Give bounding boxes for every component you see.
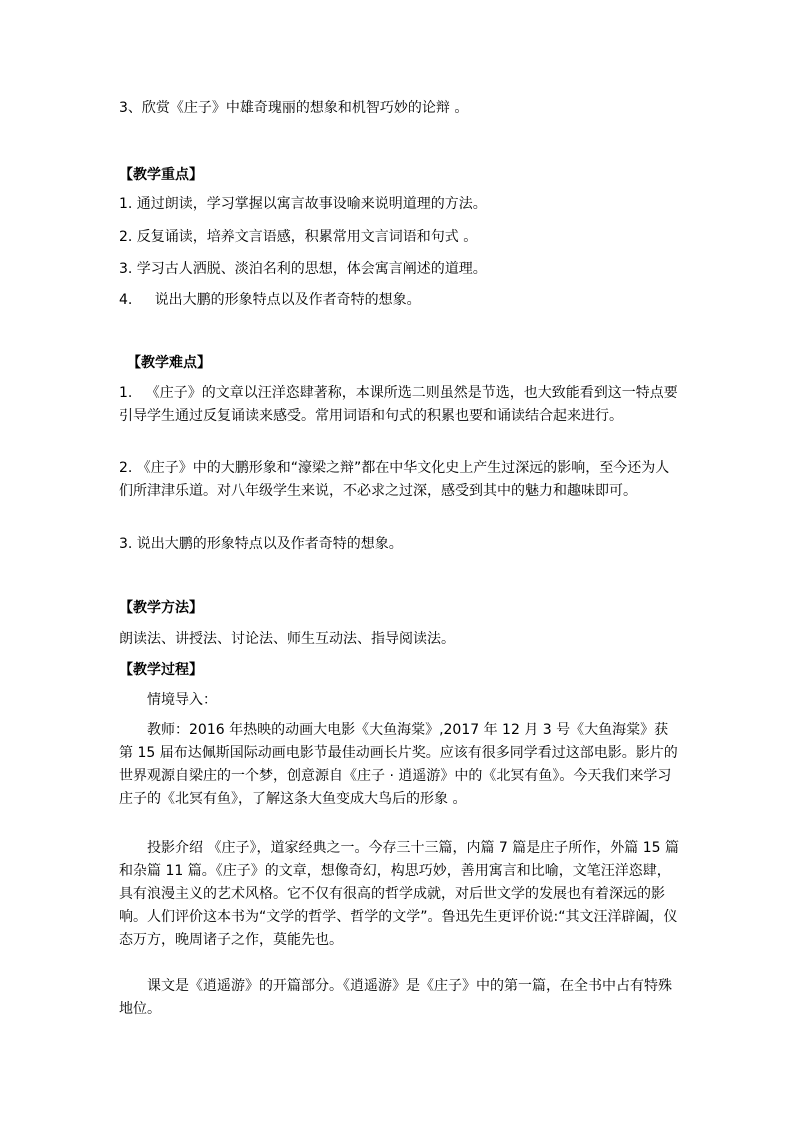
process-paragraph-3: 课文是《逍遥游》的开篇部分。《逍遥游》是《庄子》中的第一篇，在全书中占有特殊地位。 bbox=[119, 978, 672, 1017]
process-paragraph-2: 投影介绍 《庄子》，道家经典之一。今存三十三篇，内篇 7 篇是庄子所作，外篇 15 篇和杂篇 11 篇。《庄子》的文章，想像奇幻，构思巧妙，善用寓言和比喻，文笔汪洋恣肆，具有浪漫主义的艺术风格。它不仅有很高的哲学成就，对后世文学的发展也有着深远的影响。人们评价这本书为“文学的哲学、哲学的文学”。鲁迅先生更评价说:“其文汪洋辟阖，仪态万方，晚周诸子之作，莫能先也。 bbox=[119, 840, 679, 948]
difficulty-1: 1. 《庄子》的文章以汪洋恣肆著称，本课所选二则虽然是节选，也大致能看到这一特点要引导学生通过反复诵读来感受。常用词语和句式的积累也要和诵读结合起来进行。 bbox=[119, 385, 678, 424]
objective-3: 3、欣赏《庄子》中雄奇瑰丽的想象和机智巧妙的论辩 。 bbox=[119, 100, 469, 116]
process-heading: 【教学过程】 bbox=[119, 662, 203, 678]
difficulty-2: 2. 《庄子》中的大鹏形象和“濠梁之辩”都在中华文化史上产生过深远的影响，至今还为人们所津津乐道。对八年级学生来说，不必求之过深，感受到其中的魅力和趣味即可。 bbox=[119, 460, 670, 499]
key-point-3: 3. 学习古人洒脱、淡泊名利的思想，体会寓言阐述的道理。 bbox=[119, 261, 487, 277]
difficulty-3: 3. 说出大鹏的形象特点以及作者奇特的想象。 bbox=[119, 536, 403, 552]
key-point-1: 1. 通过朗读，学习掌握以寓言故事设喻来说明道理的方法。 bbox=[119, 196, 487, 212]
methods-heading: 【教学方法】 bbox=[119, 600, 203, 616]
process-paragraph-1: 教师：2016 年热映的动画大电影《大鱼海棠》,2017 年 12 月 3 号《大鱼海棠》获第 15 届布达佩斯国际动画电影节最佳动画长片奖。应该有很多同学看过这部电影。影片的世界观源自梁庄的一个梦，创意源自《庄子 · 逍遥游》中的《北冥有鱼》。今天我们来学习庄子的《北冥有鱼》，了解这条大鱼变成大鸟后的形象 。 bbox=[119, 722, 678, 807]
key-point-2: 2. 反复诵读，培养文言语感，积累常用文言词语和句式 。 bbox=[119, 229, 478, 245]
difficulties-heading: 【教学难点】 bbox=[127, 355, 211, 371]
key-points-heading: 【教学重点】 bbox=[119, 167, 203, 183]
methods-text: 朗读法、讲授法、讨论法、师生互动法、指导阅读法。 bbox=[119, 631, 455, 647]
process-intro: 情境导入： bbox=[147, 692, 217, 708]
key-point-4: 4. 说出大鹏的形象特点以及作者奇特的想象。 bbox=[119, 292, 421, 308]
